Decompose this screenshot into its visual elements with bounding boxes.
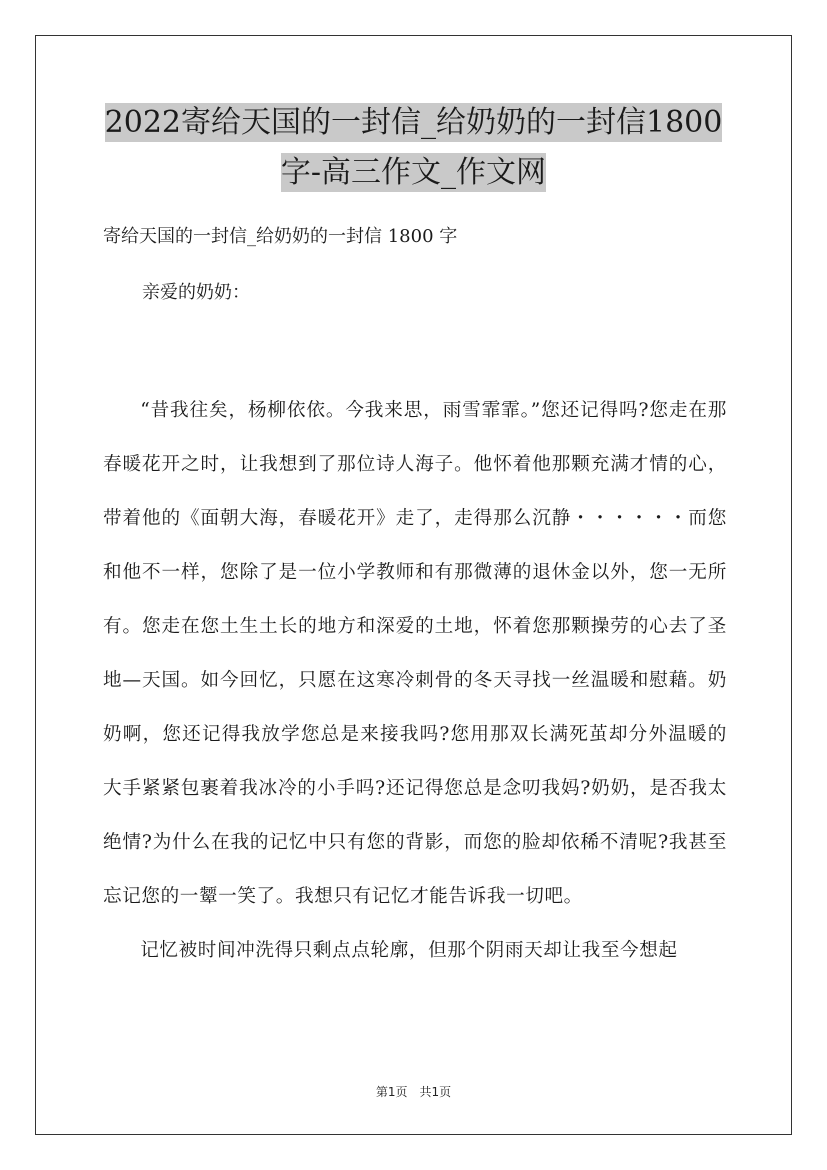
page-total: 共1页	[419, 1085, 452, 1099]
salutation: 亲爱的奶奶：	[142, 282, 250, 303]
title-line-1: 2022寄给天国的一封信_给奶奶的一封信1800	[104, 105, 723, 140]
page-footer	[0, 1083, 827, 1100]
page-number: 第1页	[375, 1085, 408, 1099]
document-subtitle: 寄给天国的一封信_给奶奶的一封信 1800 字	[103, 226, 458, 247]
paragraph: 记忆被时间冲洗得只剩点点轮廓，但那个阴雨天却让我至今想起	[140, 940, 678, 961]
paragraph: “昔我往矣，杨柳依依。今我来思，雨雪霏霏。”您还记得吗?您走在那春暖花开之时，让我想到了那位诗人海子。他怀着他那颗充满才情的心，带着他的《面朝大海，春暖花开》走了，走得那么沉静・・・・・・而您和他不一样，您除了是一位小学教师和有那微薄的退休金以外，您一无所有。您走在您土生土长的地方和深爱的土地，怀着您那颗操劳的心去了圣地—天国。如今回忆，只愿在这寒冷刺骨的冬天寻找一丝温暖和慰藉。奶奶啊，您还记得我放学您总是来接我吗?您用那双长满死茧却分外温暖的大手紧紧包裹着我冰冷的小手吗?还记得您总是念叨我妈?奶奶，是否我太绝情?为什么在我的记忆中只有您的背影，而您的脸却依稀不清呢?我甚至忘记您的一颦一笑了。我想只有记忆才能告诉我一切吧。	[103, 400, 727, 907]
document-title	[60, 98, 767, 198]
letter-body	[103, 384, 727, 978]
title-line-2: 字-高三作文_作文网	[280, 155, 547, 190]
